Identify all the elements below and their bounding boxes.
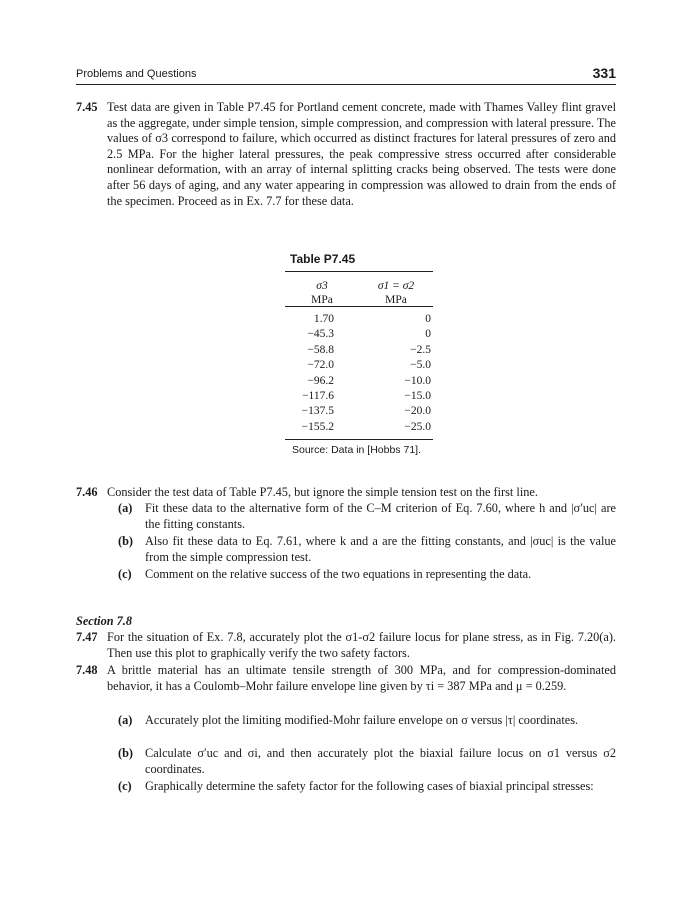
table-row <box>285 375 433 390</box>
table-caption: Table P7.45 <box>290 252 356 266</box>
problem-7-47 <box>76 630 616 661</box>
header-section-title: Problems and Questions <box>76 68 197 80</box>
table-row <box>285 421 433 436</box>
cell-sigma12: 0 <box>425 313 431 325</box>
part-label: (b) <box>118 746 134 760</box>
cell-sigma3: −72.0 <box>307 359 334 372</box>
table-row <box>285 344 433 359</box>
col1-symbol: σ3 <box>316 280 328 292</box>
problem-7-46-part-a <box>118 501 616 532</box>
problem-number: 7.48 <box>76 663 98 677</box>
problem-text: Test data are given in Table P7.45 for Portland cement concrete, made with Thames Valley flint gravel as the aggregate, under simple tension, simple compression, and compression with lateral pressure. The values of σ3 correspond to failure, which occurred as distinct fractures for lateral pressures of zero and 2.5 MPa. For the higher lateral pressures, the peak compressive stress occurred after considerable nonlinear deformation, with an array of internal splitting cracks being observed. The tests were done after 56 days of aging, and any water appearing in compression was allowed to drain from the ends of the specimen. Proceed as in Ex. 7.7 for these data. <box>107 100 616 208</box>
problem-7-46-part-c <box>118 567 616 583</box>
cell-sigma3: −137.5 <box>301 405 334 418</box>
data-table <box>285 271 433 440</box>
cell-sigma12: −5.0 <box>410 359 431 372</box>
problem-7-45 <box>76 100 616 209</box>
col2-unit: MPa <box>385 294 407 306</box>
part-label: (c) <box>118 567 132 581</box>
cell-sigma12: 0 <box>425 328 431 341</box>
problem-number: 7.46 <box>76 485 98 499</box>
part-label: (b) <box>118 534 134 548</box>
running-header <box>76 60 616 85</box>
table-header <box>285 272 433 306</box>
problem-number: 7.45 <box>76 100 98 114</box>
cell-sigma3: −155.2 <box>301 420 334 433</box>
problem-7-48-part-a <box>118 713 616 729</box>
cell-sigma12: −15.0 <box>404 389 431 402</box>
part-label: (c) <box>118 779 132 793</box>
col2-header <box>359 279 433 307</box>
problem-number: 7.47 <box>76 630 98 644</box>
part-text: Calculate σ′uc and σi, and then accurately plot the biaxial failure locus on σ1 versus σ2 coordinates. <box>145 746 616 776</box>
part-text: Fit these data to the alternative form of the C–M criterion of Eq. 7.60, where h and |σ′uc| are the fitting constants. <box>145 501 616 531</box>
part-text: Comment on the relative success of the two equations in representing the data. <box>145 567 532 581</box>
cell-sigma3: −117.6 <box>302 389 334 402</box>
problem-text: For the situation of Ex. 7.8, accurately plot the σ1-σ2 failure locus for plane stress, as in Fig. 7.20(a). Then use this plot to graphically verify the two safety factors. <box>107 630 616 660</box>
part-text: Also fit these data to Eq. 7.61, where k and a are the fitting constants, and |σuc| is the value from the simple compression test. <box>145 534 616 564</box>
cell-sigma3: −45.3 <box>307 328 334 341</box>
table-row <box>285 328 433 343</box>
problem-7-46 <box>76 485 616 501</box>
table-row <box>285 405 433 420</box>
table-row <box>285 390 433 405</box>
problem-text: Consider the test data of Table P7.45, but ignore the simple tension test on the first line. <box>107 485 538 499</box>
cell-sigma12: −10.0 <box>404 374 431 387</box>
col1-unit: MPa <box>311 294 333 306</box>
cell-sigma3: −96.2 <box>307 374 334 387</box>
page-number: 331 <box>592 65 616 81</box>
problem-7-46-part-b <box>118 534 616 565</box>
col2-symbol: σ1 = σ2 <box>377 280 415 292</box>
part-label: (a) <box>118 501 133 515</box>
problem-7-48-part-c <box>118 779 616 795</box>
cell-sigma12: −2.5 <box>410 343 431 356</box>
table-row <box>285 313 433 328</box>
cell-sigma12: −25.0 <box>404 420 431 433</box>
part-label: (a) <box>118 713 133 727</box>
col1-header <box>285 279 359 307</box>
table-source: Source: Data in [Hobbs 71]. <box>292 444 421 456</box>
problem-7-48-part-b <box>118 746 616 777</box>
problem-7-48 <box>76 663 616 694</box>
section-heading: Section 7.8 <box>76 614 133 628</box>
table-row <box>285 359 433 374</box>
problem-text: A brittle material has an ultimate tensile strength of 300 MPa, and for compression-dominated behavior, it has a Coulomb–Mohr failure envelope line given by τi = 387 MPa and μ = 0.259. <box>107 663 616 693</box>
part-text: Accurately plot the limiting modified-Mohr failure envelope on σ versus |τ| coordinates. <box>145 713 579 727</box>
cell-sigma12: −20.0 <box>404 405 431 418</box>
part-text: Graphically determine the safety factor for the following cases of biaxial principal stresses: <box>145 779 594 793</box>
table-body <box>285 307 433 439</box>
cell-sigma3: −58.8 <box>307 343 334 356</box>
cell-sigma3: 1.70 <box>313 313 334 325</box>
table-bottom-rule <box>285 439 433 440</box>
